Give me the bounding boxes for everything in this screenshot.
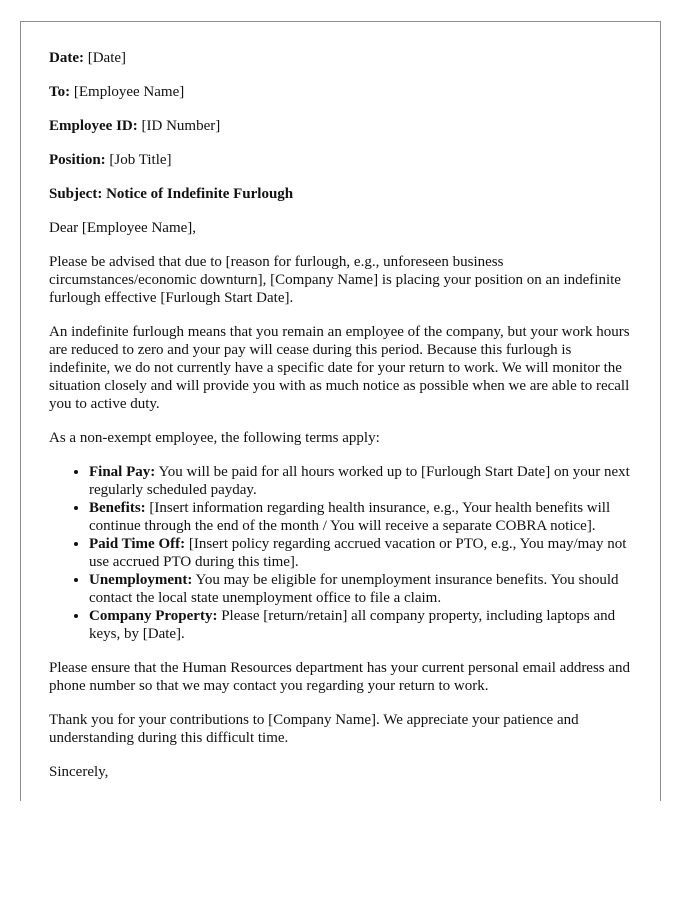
term-paid-time-off-text: [Insert policy regarding accrued vacation or PTO, e.g., You may/may not use accrued PTO during this time]. bbox=[89, 536, 627, 570]
paragraph-furlough-meaning: An indefinite furlough means that you remain an employee of the company, but your work hours are reduced to zero and your pay will cease during this period. Because this furlough is indefinite, we do not currently have a specific date for your return to work. We will monitor the situation closely and will provide you with as much notice as possible when we are able to recall you to active duty. bbox=[49, 324, 630, 412]
terms-list bbox=[49, 463, 632, 643]
paragraph-furlough-notice: Please be advised that due to [reason for furlough, e.g., unforeseen business circumstances/economic downturn], [Company Name] is placing your position on an indefinite furlough effective [Furlough Start Date]. bbox=[49, 254, 621, 306]
employee-id-value: [ID Number] bbox=[141, 118, 221, 134]
subject-line: Subject: Notice of Indefinite Furlough bbox=[49, 186, 294, 202]
salutation: Dear [Employee Name], bbox=[49, 220, 197, 236]
term-company-property-text: Please [return/retain] all company property, including laptops and keys, by [Date]. bbox=[89, 608, 616, 642]
date-label: Date: bbox=[49, 50, 84, 66]
terms-intro: As a non-exempt employee, the following terms apply: bbox=[49, 430, 380, 446]
term-benefits-text: [Insert information regarding health insurance, e.g., Your health benefits will continue through the end of the month / You will receive a separate COBRA notice]. bbox=[89, 500, 611, 534]
to-label: To: bbox=[49, 84, 71, 100]
list-item bbox=[89, 535, 632, 571]
date-value: [Date] bbox=[87, 50, 127, 66]
paragraph-contact-info: Please ensure that the Human Resources department has your current personal email address and phone number so that we may contact you regarding your return to work. bbox=[49, 660, 631, 694]
term-unemployment-text: You may be eligible for unemployment insurance benefits. You should contact the local state unemployment office to file a claim. bbox=[89, 572, 619, 606]
employee-id-label: Employee ID: bbox=[49, 118, 138, 134]
term-final-pay-text: You will be paid for all hours worked up to [Furlough Start Date] on your next regularly scheduled payday. bbox=[89, 464, 630, 498]
to-line bbox=[49, 83, 632, 101]
term-benefits: Benefits: bbox=[89, 500, 146, 516]
term-final-pay: Final Pay: bbox=[89, 464, 156, 480]
list-item bbox=[89, 463, 632, 499]
list-item bbox=[89, 571, 632, 607]
position-label: Position: bbox=[49, 152, 106, 168]
position-line bbox=[49, 151, 632, 169]
list-item bbox=[89, 499, 632, 535]
closing: Sincerely, bbox=[49, 764, 109, 780]
position-value: [Job Title] bbox=[109, 152, 172, 168]
furlough-letter bbox=[20, 21, 661, 801]
date-line bbox=[49, 49, 632, 67]
list-item bbox=[89, 607, 632, 643]
term-unemployment: Unemployment: bbox=[89, 572, 193, 588]
term-company-property: Company Property: bbox=[89, 608, 218, 624]
paragraph-thank-you: Thank you for your contributions to [Company Name]. We appreciate your patience and understanding during this difficult time. bbox=[49, 712, 579, 746]
term-paid-time-off: Paid Time Off: bbox=[89, 536, 186, 552]
employee-id-line bbox=[49, 117, 632, 135]
to-value: [Employee Name] bbox=[73, 84, 185, 100]
